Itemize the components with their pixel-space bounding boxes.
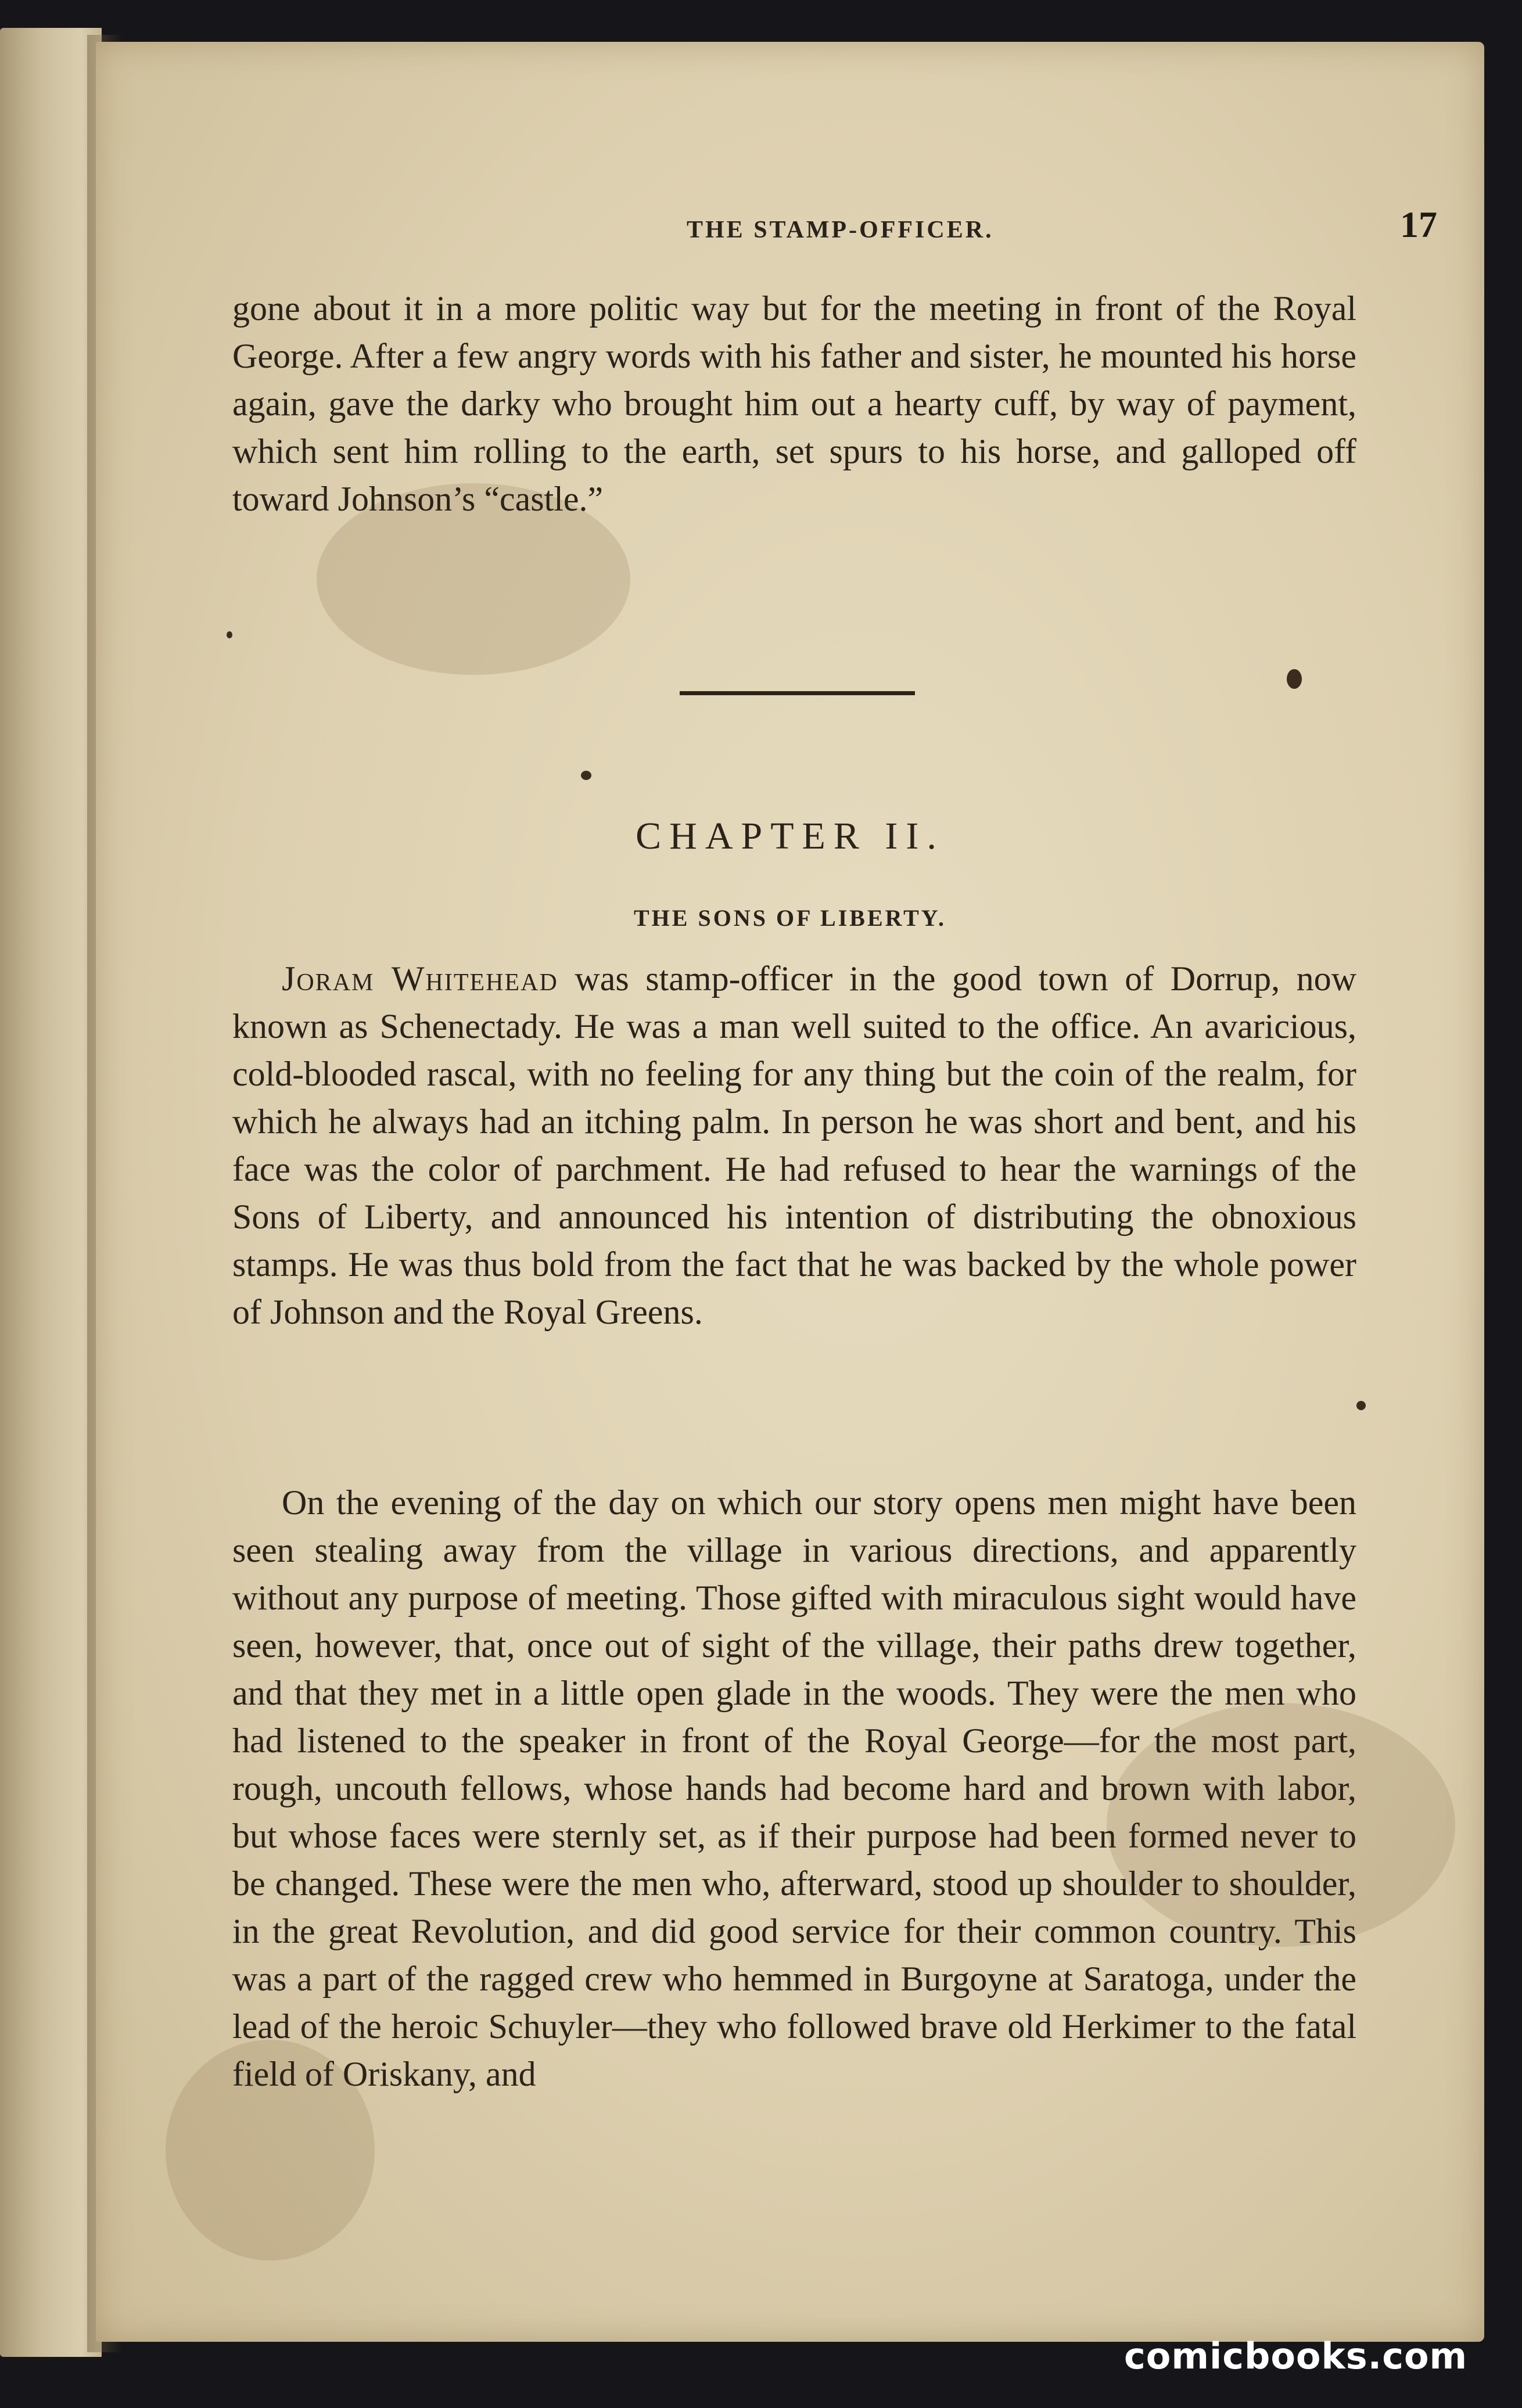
lead-name: Joram Whitehead: [282, 959, 558, 998]
chapter-title: CHAPTER II.: [636, 815, 945, 857]
ink-speck: [1356, 1401, 1366, 1410]
ink-speck: [1287, 669, 1302, 689]
watermark-logo: comicbooks.com: [1124, 2335, 1468, 2377]
opening-paragraph: gone about it in a more politic way but for the meeting in front of the Royal George. After a few angry words with his father and sister, he mounted his horse again, gave the darky who brought him out a hearty cuff, by way of payment, which sent him rolling to the earth, set spurs to his horse, and galloped off toward Johnson’s “castle.”: [232, 289, 1356, 518]
chapter-paragraph-2: On the evening of the day on which our story opens men might have been seen stealing away from the village in various directions, and apparently without any purpose of meeting. Those gifted with miraculous sight would have seen, however, that, once out of sight of the village, their paths drew together, and that they met in a little open glade in the woods. They were the men who had listened to the speaker in front of the Royal George—for the most part, rough, uncouth fellows, whose hands had become hard and brown with labor, but whose faces were sternly set, as if their purpose had been formed never to be changed. These were the men who, afterward, stood up shoulder to shoulder, in the great Revolution, and did good service for their common country. This was a part of the ragged crew who hemmed in Burgoyne at Saratoga, under the lead of the heroic Schuyler—they who followed brave old Herkimer to the fatal field of Oriskany, and: [232, 1483, 1356, 2093]
ink-speck: [227, 631, 232, 638]
page-header: [96, 194, 1484, 252]
left-page-edge: [0, 28, 102, 2357]
running-head: THE STAMP-OFFICER.: [687, 217, 994, 243]
ink-speck: [581, 771, 591, 780]
book-page: [96, 42, 1484, 2342]
chapter-paragraph-1: [232, 955, 1356, 1336]
chapter-subtitle: THE SONS OF LIBERTY.: [633, 905, 946, 931]
paragraph-text: was stamp-officer in the good town of Dorrup, now known as Schenectady. He was a man well suited to the office. An avaricious, cold-blooded rascal, with no feeling for any thing but the coin of the realm, for which he always had an itching palm. In person he was short and bent, and his face was the color of parchment. He had refused to hear the warnings of the Sons of Liberty, and announced his intention of distributing the obnoxious stamps. He was thus bold from the fact that he was backed by the whole power of Johnson and the Royal Greens.: [232, 959, 1356, 1331]
section-divider: [680, 691, 915, 695]
page-number: 17: [1400, 204, 1437, 245]
